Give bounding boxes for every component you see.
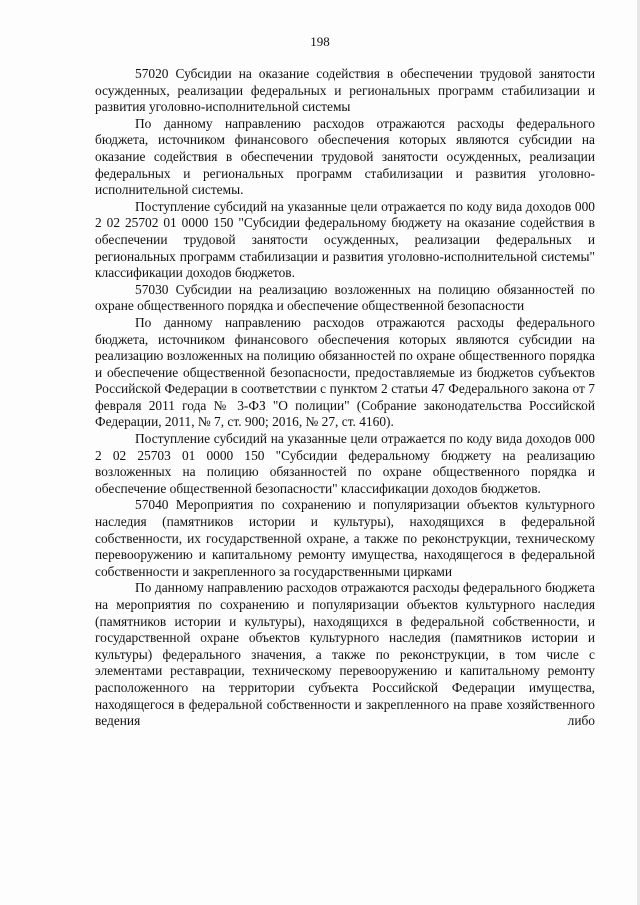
paragraph-57040-description: По данному направлению расходов отражаются расходы федерального бюджета на мероприятия по сохранению и популяризации объектов культурного наследия (памятников истории и культуры), находящихся в федеральной собственности, и государственной охране объектов культурного наследия (памятников истории и культуры) федерального значения, а также по реконструкции, в том числе с элементами реставрации, техническому перевооружению и капитальному ремонту расположенного на территории субъекта Российской Федерации имущества, находящегося в федеральной собственности и закрепленного на праве хозяйственного ведения либо — [95, 580, 595, 729]
paragraph-57030-revenue-code: Поступление субсидий на указанные цели отражается по коду вида доходов 000 2 02 25703 01 0000 150 "Субсидии федеральному бюджету на реализацию возложенных на полицию обязанностей по охране общественного порядка и обеспечение общественной безопасности" классификации доходов бюджетов. — [95, 431, 595, 496]
paragraph-57030-heading: 57030 Субсидии на реализацию возложенных на полицию обязанностей по охране общественного порядка и обеспечение общественной безопасности — [95, 281, 595, 314]
page-number: 198 — [310, 34, 330, 49]
paragraph-57030-description: По данному направлению расходов отражаются расходы федерального бюджета, источником финансового обеспечения которых являются субсидии на реализацию возложенных на полицию обязанностей по охране общественного порядка и обеспечение общественной безопасности, предоставляемые из бюджетов субъектов Российской Федерации в соответствии с пунктом 2 статьи 47 Федерального закона от 7 февраля 2011 года № 3-ФЗ "О полиции" (Собрание законодательства Российской Федерации, 2011, № 7, ст. 900; 2016, № 27, ст. 4160). — [95, 314, 595, 430]
paragraph-57020-description: По данному направлению расходов отражаются расходы федерального бюджета, источником финансового обеспечения которых являются субсидии на оказание содействия в обеспечении трудовой занятости осужденных, реализации федеральных и региональных программ стабилизации и развития уголовно-исполнительной системы. — [95, 115, 595, 198]
paragraph-57020-heading: 57020 Субсидии на оказание содействия в обеспечении трудовой занятости осужденных, реализации федеральных и региональных программ стабилизации и развития уголовно-исполнительной системы — [95, 66, 595, 115]
paragraph-57020-revenue-code: Поступление субсидий на указанные цели отражается по коду вида доходов 000 2 02 25702 01 0000 150 "Субсидии федеральному бюджету на оказание содействия в обеспечении трудовой занятости осужденных, реализации федеральных и региональных программ стабилизации и развития уголовно-исполнительной системы" классификации доходов бюджетов. — [95, 198, 595, 281]
paragraph-57040-heading: 57040 Мероприятия по сохранению и популяризации объектов культурного наследия (памятников истории и культуры), находящихся в федеральной собственности, их государственной охране, а также по реконструкции, техническому перевооружению и капитальному ремонту имущества, находящегося в федеральной собственности и закрепленного за государственными цирками — [95, 497, 595, 579]
document-body — [95, 66, 595, 730]
